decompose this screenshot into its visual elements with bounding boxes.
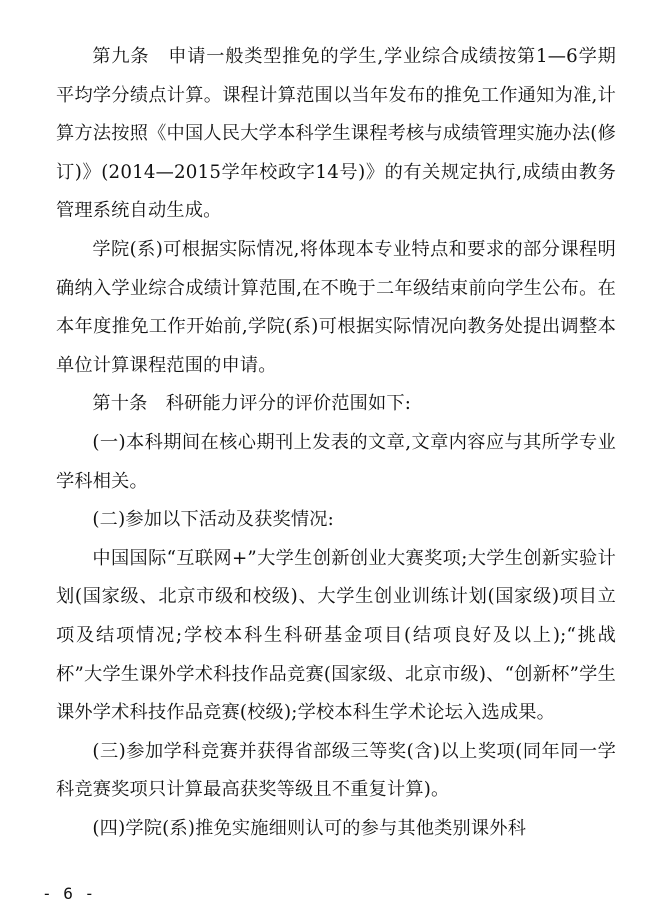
page-number: - 6 - <box>42 884 96 903</box>
item-2-detail-paragraph: 中国国际“互联网+”大学生创新创业大赛奖项;大学生创新实验计划(国家级、北京市级和校级)、大学生创业训练计划(国家级)项目立项及结项情况;学校本科生科研基金项目(结项良好及以上);“挑战杯”大学生课外学术科技作品竞赛(国家级、北京市级)、“创新杯”学生课外学术科技作品竞赛(校级);学校本科生学术论坛入选成果。 <box>56 547 616 724</box>
document-body <box>56 38 616 848</box>
item-2-paragraph: (二)参加以下活动及获奖情况: <box>92 509 334 531</box>
item-3-paragraph: (三)参加学科竞赛并获得省部级三等奖(含)以上奖项(同年同一学科竞赛奖项只计算最高获奖等级且不重复计算)。 <box>56 740 616 801</box>
article-10-paragraph <box>56 385 616 424</box>
article-9-paragraph-2: 学院(系)可根据实际情况,将体现本专业特点和要求的部分课程明确纳入学业综合成绩计算范围,在不晚于二年级结束前向学生公布。在本年度推免工作开始前,学院(系)可根据实际情况向教务处提出调整本单位计算课程范围的申请。 <box>56 238 616 376</box>
article-9-heading: 第九条 <box>92 46 150 67</box>
item-1-paragraph: (一)本科期间在核心期刊上发表的文章,文章内容应与其所学专业学科相关。 <box>56 431 616 492</box>
article-10-text: 科研能力评分的评价范围如下: <box>165 393 412 415</box>
article-10-heading: 第十条 <box>92 393 148 415</box>
article-9-text: 申请一般类型推免的学生,学业综合成绩按第1—6学期平均学分绩点计算。课程计算范围以当年发布的推免工作通知为准,计算方法按照《中国人民大学本科学生课程考核与成绩管理实施办法(修订)》(2014—2015学年校政字14号)》的有关规定执行,成绩由教务管理系统自动生成。 <box>56 46 616 222</box>
article-9-paragraph <box>56 38 616 231</box>
item-4-paragraph: (四)学院(系)推免实施细则认可的参与其他类别课外科 <box>92 817 527 839</box>
